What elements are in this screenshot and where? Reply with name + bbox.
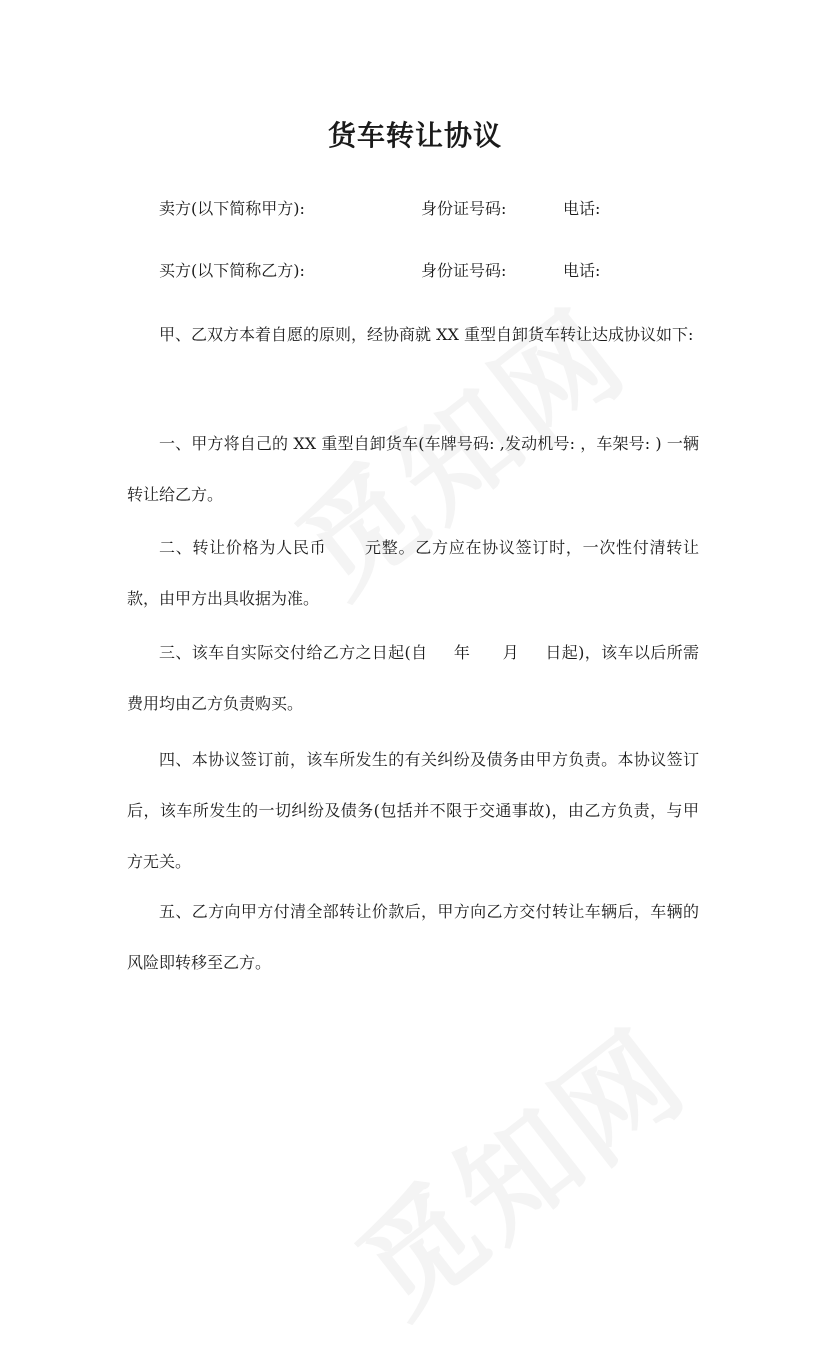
clause-5: 五、乙方向甲方付清全部转让价款后，甲方向乙方交付转让车辆后，车辆的风险即转移至乙方。 [127, 902, 699, 972]
clause-4: 四、本协议签订前，该车所发生的有关纠纷及债务由甲方负责。本协议签订后，该车所发生的一切纠纷及债务(包括并不限于交通事故)，由乙方负责，与甲方无关。 [127, 750, 699, 871]
clause-2 [127, 522, 699, 624]
clause-3-rest: 日起)，该车以后所需费用均由乙方负责购买。 [127, 643, 699, 713]
clause-3 [127, 627, 699, 729]
seller-id-label: 身份证号码: [421, 199, 507, 218]
seller-label: 卖方(以下简称甲方): [159, 199, 305, 218]
intro-paragraph: 甲、乙双方本着自愿的原则，经协商就 XX 重型自卸货车转让达成协议如下: [159, 325, 694, 344]
clause-2-price-label: 二、转让价格为人民币 [159, 538, 327, 557]
seller-phone-label: 电话: [563, 199, 601, 218]
clause-3-start: 三、该车自实际交付给乙方之日起(自 [159, 643, 428, 662]
clause-3-year: 年 [453, 643, 471, 662]
clause-2-rest: 元整。乙方应在协议签订时，一次性付清转让款，由甲方出具收据为准。 [127, 538, 699, 608]
clause-1: 一、甲方将自己的 XX 重型自卸货车(车牌号码: ,发动机号: ，车架号: ) 一辆转让给乙方。 [127, 434, 699, 504]
buyer-id-label: 身份证号码: [421, 261, 507, 280]
clause-3-month: 月 [502, 643, 520, 662]
buyer-label: 买方(以下简称乙方): [159, 261, 305, 280]
buyer-phone-label: 电话: [563, 261, 601, 280]
document-title: 货车转让协议 [327, 119, 502, 152]
watermark [317, 984, 715, 1347]
